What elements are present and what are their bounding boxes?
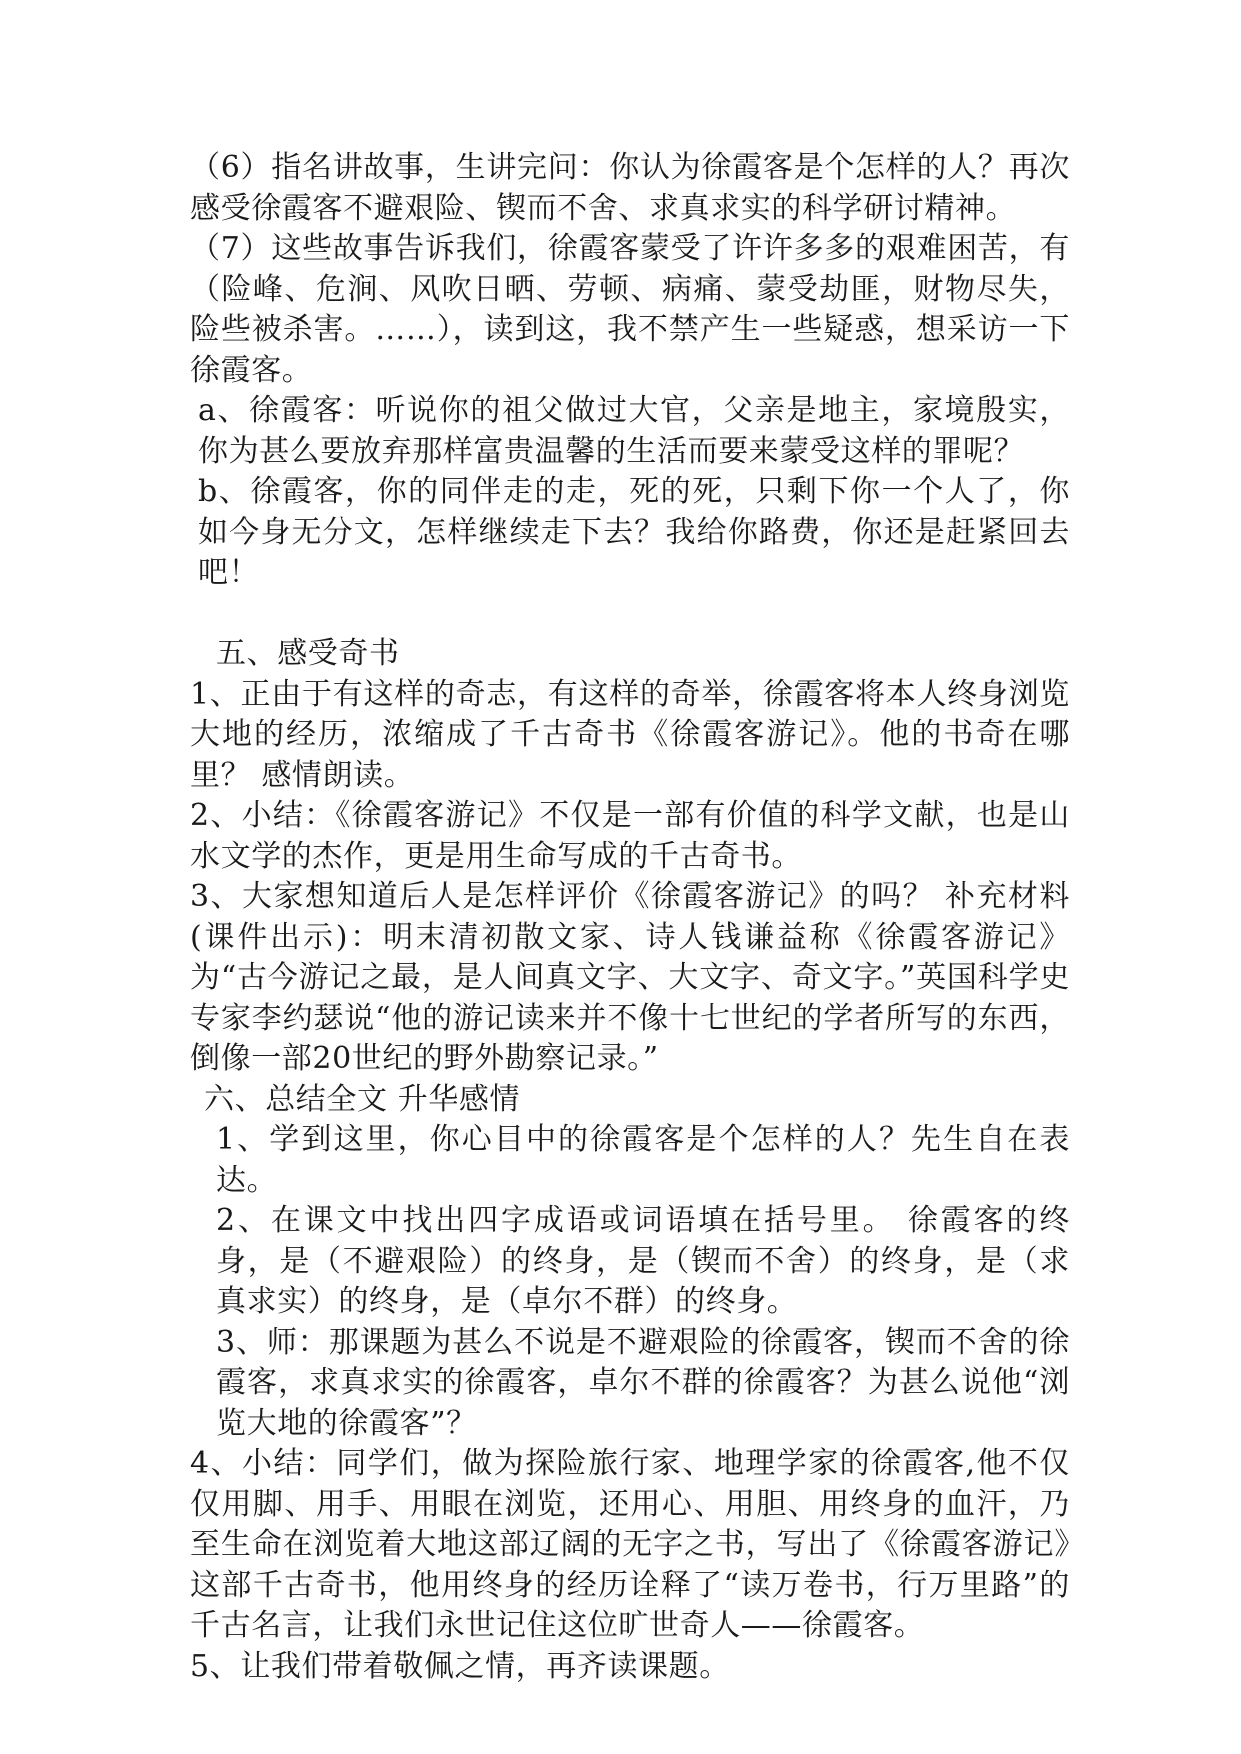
paragraph-step-7: （7）这些故事告诉我们，徐霞客蒙受了许许多多的艰难困苦，有（险峰、危涧、风吹日晒、劳顿、病痛、蒙受劫匪，财物尽失，险些被杀害。……），读到这，我不禁产生一些疑惑，想采访一下徐霞客。 [190, 231, 1070, 388]
section-5-item-2: 2、小结：《徐霞客游记》不仅是一部有价值的科学文献，也是山水文学的杰作，更是用生命写成的千古奇书。 [190, 798, 1070, 874]
paragraph-question-b: b、徐霞客，你的同伴走的走，死的死，只剩下你一个人了，你如今身无分文，怎样继续走下去？我给你路费，你还是赶紧回去吧！ [198, 474, 1070, 590]
section-6-item-5: 5、让我们带着敬佩之情，再齐读课题。 [190, 1648, 730, 1684]
section-6-item-1: 1、学到这里，你心目中的徐霞客是个怎样的人？先生自在表达。 [216, 1122, 1070, 1198]
document-page [190, 148, 1070, 1687]
section-5-item-3: 3、大家想知道后人是怎样评价《徐霞客游记》的吗？ 补充材料(课件出示)：明末清初散文家、诗人钱谦益称《徐霞客游记》为“古今游记之最，是人间真文字、大文字、奇文字。”英国科学史专家李约瑟说“他的游记读来并不像十七世纪的学者所写的东西，倒像一部20世纪的野外勘察记录。” [190, 879, 1070, 1076]
section-heading-6: 六、总结全文 升华感情 [204, 1081, 521, 1117]
section-heading-5: 五、感受奇书 [216, 636, 400, 671]
section-6-item-4: 4、小结：同学们，做为探险旅行家、地理学家的徐霞客,他不仅仅用脚、用手、用眼在浏览，还用心、用胆、用终身的血汗，乃至生命在浏览着大地这部辽阔的无字之书，写出了《徐霞客游记》这部千古奇书，他用终身的经历诠释了“读万卷书，行万里路”的千古名言，让我们永世记住这位旷世奇人——徐霞客。 [190, 1446, 1070, 1643]
section-6-item-3: 3、师：那课题为甚么不说是不避艰险的徐霞客，锲而不舍的徐霞客，求真求实的徐霞客，卓尔不群的徐霞客？为甚么说他“浏览大地的徐霞客”？ [216, 1324, 1070, 1441]
paragraph-step-6: （6）指名讲故事，生讲完问：你认为徐霞客是个怎样的人？再次感受徐霞客不避艰险、锲而不舍、求真求实的科学研讨精神。 [190, 150, 1070, 226]
section-5-item-1: 1、正由于有这样的奇志，有这样的奇举，徐霞客将本人终身浏览大地的经历，浓缩成了千古奇书《徐霞客游记》。他的书奇在哪里？ 感情朗读。 [190, 676, 1070, 793]
section-6-item-2: 2、在课文中找出四字成语或词语填在括号里。 徐霞客的终身，是（不避艰险）的终身，是（锲而不舍）的终身，是（求真求实）的终身，是（卓尔不群）的终身。 [216, 1203, 1070, 1319]
blank-line [190, 594, 1070, 635]
paragraph-question-a: a、徐霞客：听说你的祖父做过大官，父亲是地主，家境殷实，你为甚么要放弃那样富贵温馨的生活而要来蒙受这样的罪呢？ [198, 393, 1070, 469]
